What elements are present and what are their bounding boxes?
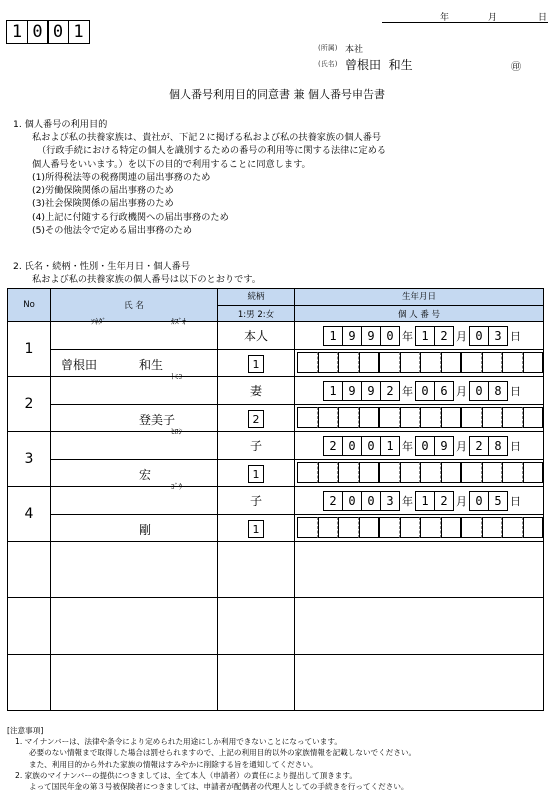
row-number: 1 [8, 322, 51, 377]
mynumber-box[interactable] [359, 352, 380, 373]
kana-first-name: ｶｽﾞｵ [171, 317, 186, 326]
mynumber-box[interactable] [441, 517, 462, 538]
kana-last-name: ｿﾈﾀﾞ [91, 317, 106, 326]
month-unit: 月 [456, 329, 467, 343]
header-dob [295, 289, 544, 322]
section1-line: （行政手続における特定の個人を識別するための番号の利用等に関する法律に定める [37, 145, 387, 157]
header-no: No [8, 289, 51, 322]
mynumber-box[interactable] [502, 517, 523, 538]
purpose-item: (5)その他法令で定める届出事務のため [32, 225, 193, 237]
dob-boxes [323, 435, 543, 457]
mynumber-box[interactable] [420, 517, 441, 538]
mynumber-box[interactable] [502, 407, 523, 428]
mynumber-box[interactable] [379, 352, 400, 373]
mynumber-box[interactable] [461, 352, 482, 373]
month-label: 月 [488, 13, 498, 23]
family-row [8, 487, 544, 515]
date-field[interactable] [382, 9, 548, 23]
dob-digit: 0 [469, 491, 489, 511]
dob-digit: 0 [415, 436, 435, 456]
dob-digit: 8 [488, 436, 508, 456]
sex-cell[interactable] [218, 405, 295, 432]
page-title: 個人番号利用目的同意書 兼 個人番号申告書 [169, 88, 385, 101]
header-dob-label: 生年月日 [401, 292, 436, 302]
family-table [7, 288, 544, 711]
dob-digit: 0 [361, 491, 381, 511]
mynumber-box[interactable] [318, 462, 339, 483]
name-cell[interactable] [51, 515, 218, 542]
family-row [8, 432, 544, 460]
header-relation-label: 続柄 [247, 292, 265, 302]
mynumber-cell[interactable] [295, 460, 544, 487]
mynumber-box[interactable] [318, 407, 339, 428]
dob-digit: 5 [488, 491, 508, 511]
mynumber-cell[interactable] [295, 515, 544, 542]
relation-cell[interactable] [218, 377, 295, 405]
dob-digit: 9 [342, 326, 362, 346]
mynumber-box[interactable] [482, 462, 503, 483]
mynumber-cell[interactable] [295, 350, 544, 377]
dob-digit: 6 [434, 381, 454, 401]
dob-digit: 1 [415, 491, 435, 511]
mynumber-box[interactable] [523, 517, 544, 538]
row-number: 4 [8, 487, 51, 542]
section2-line: 私および私の扶養家族の個人番号は以下のとおりです。 [32, 274, 261, 285]
dob-digit: 3 [380, 491, 400, 511]
note-line: 1. マイナンバーは、法律や条令により定められた用途にしか利用できないことになっています。 [15, 737, 342, 747]
mynumber-box[interactable] [359, 517, 380, 538]
mynumber-box[interactable] [461, 407, 482, 428]
mynumber-box[interactable] [420, 407, 441, 428]
sex-cell[interactable] [218, 515, 295, 542]
family-row [8, 405, 544, 432]
mynumber-box[interactable] [400, 517, 421, 538]
affiliation-value: 本社 [345, 45, 364, 55]
mynumber-box[interactable] [482, 407, 503, 428]
year-label: 年 [440, 13, 450, 23]
mynumber-boxes [297, 462, 543, 484]
mynumber-box[interactable] [379, 462, 400, 483]
dob-digit: 9 [361, 326, 381, 346]
header-relation [218, 289, 295, 322]
month-unit: 月 [456, 384, 467, 398]
dob-boxes [323, 380, 543, 402]
dob-digit: 2 [469, 436, 489, 456]
kana-cell[interactable] [51, 427, 218, 460]
row-number: 3 [8, 432, 51, 487]
dob-digit: 1 [380, 436, 400, 456]
section1-body [32, 131, 547, 237]
dob-digit: 9 [361, 381, 381, 401]
mynumber-box[interactable] [297, 407, 318, 428]
sex-code: 1 [248, 355, 264, 373]
name-cell[interactable] [51, 405, 218, 432]
form-number-digit: 1 [6, 20, 28, 44]
dob-cell[interactable] [295, 432, 544, 460]
year-unit: 年 [402, 329, 413, 343]
mynumber-box[interactable] [338, 517, 359, 538]
mynumber-box[interactable] [441, 407, 462, 428]
purpose-item: (2)労働保険関係の届出事務のため [32, 185, 174, 197]
dob-digit: 0 [469, 381, 489, 401]
dob-digit: 9 [434, 436, 454, 456]
note-line: また、利用目的から外れた家族の情報はすみやかに削除する旨を通知してください。 [29, 759, 318, 769]
form-number-digit: 0 [47, 20, 69, 44]
note-line: 2. 家族のマイナンバーの提供につきましては、全て本人（申請者）の責任により提出して頂きます。 [15, 770, 357, 780]
relation: 子 [249, 494, 262, 508]
dob-digit: 1 [323, 326, 343, 346]
family-row [8, 377, 544, 405]
mynumber-box[interactable] [318, 352, 339, 373]
sex-code: 2 [248, 410, 264, 428]
day-unit: 日 [510, 494, 521, 508]
mynumber-box[interactable] [420, 352, 441, 373]
sex-cell[interactable] [218, 460, 295, 487]
year-unit: 年 [402, 384, 413, 398]
family-row [8, 515, 544, 542]
kana-cell[interactable] [51, 372, 218, 405]
month-unit: 月 [456, 494, 467, 508]
mynumber-box[interactable] [400, 462, 421, 483]
note-line: よって国民年金の第３号被保険者につきましては、申請者が配偶者の代理人としての手続きを行ってください。 [29, 782, 409, 792]
sex-code: 1 [248, 465, 264, 483]
mynumber-box[interactable] [502, 352, 523, 373]
mynumber-cell[interactable] [295, 405, 544, 432]
mynumber-box[interactable] [297, 517, 318, 538]
mynumber-box[interactable] [502, 462, 523, 483]
purpose-item: (4)上記に付随する行政機関への届出事務のため [32, 211, 229, 223]
affiliation-label: (所属) [318, 44, 338, 52]
section1-line: 私および私の扶養家族は、貴社が、下記２に掲げる私および私の扶養家族の個人番号 [32, 132, 382, 143]
name-cell[interactable] [51, 460, 218, 487]
day-label: 日 [538, 13, 548, 23]
section1-heading: 1. 個人番号の利用目的 [13, 119, 108, 130]
name-cell[interactable] [51, 350, 218, 377]
kana-first-name: ﾄﾐｺ [171, 372, 183, 381]
dob-digit: 9 [342, 381, 362, 401]
applicant-name: 曾根田 和生 [345, 58, 413, 72]
empty-row [8, 655, 544, 711]
mynumber-boxes [297, 517, 543, 539]
mynumber-box[interactable] [297, 352, 318, 373]
last-name: 曾根田 [61, 358, 98, 372]
dob-digit: 2 [323, 491, 343, 511]
first-name: 剛 [139, 523, 152, 537]
mynumber-box[interactable] [379, 407, 400, 428]
mynumber-box[interactable] [523, 407, 544, 428]
section1-line: 個人番号をいいます。）を以下の目的で利用することに同意します。 [32, 158, 311, 170]
relation: 本人 [243, 329, 268, 343]
dob-digit: 2 [434, 491, 454, 511]
form-number [6, 20, 88, 44]
relation: 子 [249, 439, 262, 453]
mynumber-box[interactable] [461, 462, 482, 483]
kana-cell[interactable] [51, 482, 218, 515]
mynumber-box[interactable] [338, 462, 359, 483]
year-unit: 年 [402, 439, 413, 453]
header-mynumber-label: 個 人 番 号 [295, 305, 543, 320]
dob-boxes [323, 325, 543, 347]
purpose-item: (3)社会保険関係の届出事務のため [32, 198, 174, 210]
relation-cell[interactable] [218, 322, 295, 350]
mynumber-boxes [297, 407, 543, 429]
relation: 妻 [249, 384, 262, 398]
mynumber-box[interactable] [420, 462, 441, 483]
mynumber-box[interactable] [400, 407, 421, 428]
section2-heading: 2. 氏名・続柄・性別・生年月日・個人番号 [13, 261, 191, 272]
sex-code: 1 [248, 520, 264, 538]
day-unit: 日 [510, 329, 521, 343]
empty-row [8, 542, 544, 598]
year-unit: 年 [402, 494, 413, 508]
day-unit: 日 [510, 439, 521, 453]
mynumber-box[interactable] [297, 462, 318, 483]
dob-digit: 1 [323, 381, 343, 401]
mynumber-box[interactable] [338, 407, 359, 428]
dob-digit: 3 [488, 326, 508, 346]
dob-cell[interactable] [295, 322, 544, 350]
mynumber-box[interactable] [359, 462, 380, 483]
dob-digit: 0 [361, 436, 381, 456]
day-unit: 日 [510, 384, 521, 398]
dob-digit: 0 [342, 436, 362, 456]
relation-cell[interactable] [218, 487, 295, 515]
dob-digit: 2 [434, 326, 454, 346]
name-label: (氏名) [318, 60, 338, 68]
purpose-item: (1)所得税法等の税務関連の届出事務のため [32, 171, 211, 183]
dob-digit: 2 [323, 436, 343, 456]
mynumber-box[interactable] [318, 517, 339, 538]
mynumber-box[interactable] [379, 517, 400, 538]
dob-digit: 0 [469, 326, 489, 346]
dob-digit: 0 [380, 326, 400, 346]
first-name: 登美子 [139, 413, 176, 427]
mynumber-box[interactable] [482, 517, 503, 538]
first-name: 和生 [139, 358, 164, 372]
mynumber-box[interactable] [441, 352, 462, 373]
dob-digit: 2 [380, 381, 400, 401]
family-row [8, 322, 544, 350]
dob-cell[interactable] [295, 377, 544, 405]
family-row [8, 350, 544, 377]
family-row [8, 460, 544, 487]
mynumber-box[interactable] [523, 462, 544, 483]
note-line: 必要のない情報まで取得した場合は罰せられますので、上記の利用目的以外の家族情報を記載しないでください。 [29, 748, 417, 758]
mynumber-box[interactable] [441, 462, 462, 483]
form-number-digit: 0 [27, 20, 49, 44]
form-number-digit: 1 [68, 20, 90, 44]
kana-first-name: ﾋﾛｼ [171, 427, 183, 436]
dob-digit: 0 [415, 381, 435, 401]
dob-cell[interactable] [295, 487, 544, 515]
kana-first-name: ｺﾞｳ [171, 482, 183, 491]
mynumber-boxes [297, 352, 543, 374]
mynumber-box[interactable] [338, 352, 359, 373]
notes [7, 725, 552, 792]
mynumber-box[interactable] [461, 517, 482, 538]
month-unit: 月 [456, 439, 467, 453]
mynumber-box[interactable] [359, 407, 380, 428]
dob-digit: 8 [488, 381, 508, 401]
sex-cell[interactable] [218, 350, 295, 377]
empty-row [8, 598, 544, 655]
header-name: 氏 名 [51, 289, 218, 322]
dob-digit: 0 [342, 491, 362, 511]
header-sex-legend: 1:男 2:女 [218, 305, 294, 320]
notes-heading: [注意事項] [7, 726, 44, 735]
mynumber-box[interactable] [400, 352, 421, 373]
mynumber-box[interactable] [523, 352, 544, 373]
dob-digit: 1 [415, 326, 435, 346]
kana-cell[interactable] [51, 317, 218, 350]
relation-cell[interactable] [218, 432, 295, 460]
row-number: 2 [8, 377, 51, 432]
seal-mark: ㊞ [511, 62, 521, 73]
first-name: 宏 [139, 468, 152, 482]
mynumber-box[interactable] [482, 352, 503, 373]
dob-boxes [323, 490, 543, 512]
